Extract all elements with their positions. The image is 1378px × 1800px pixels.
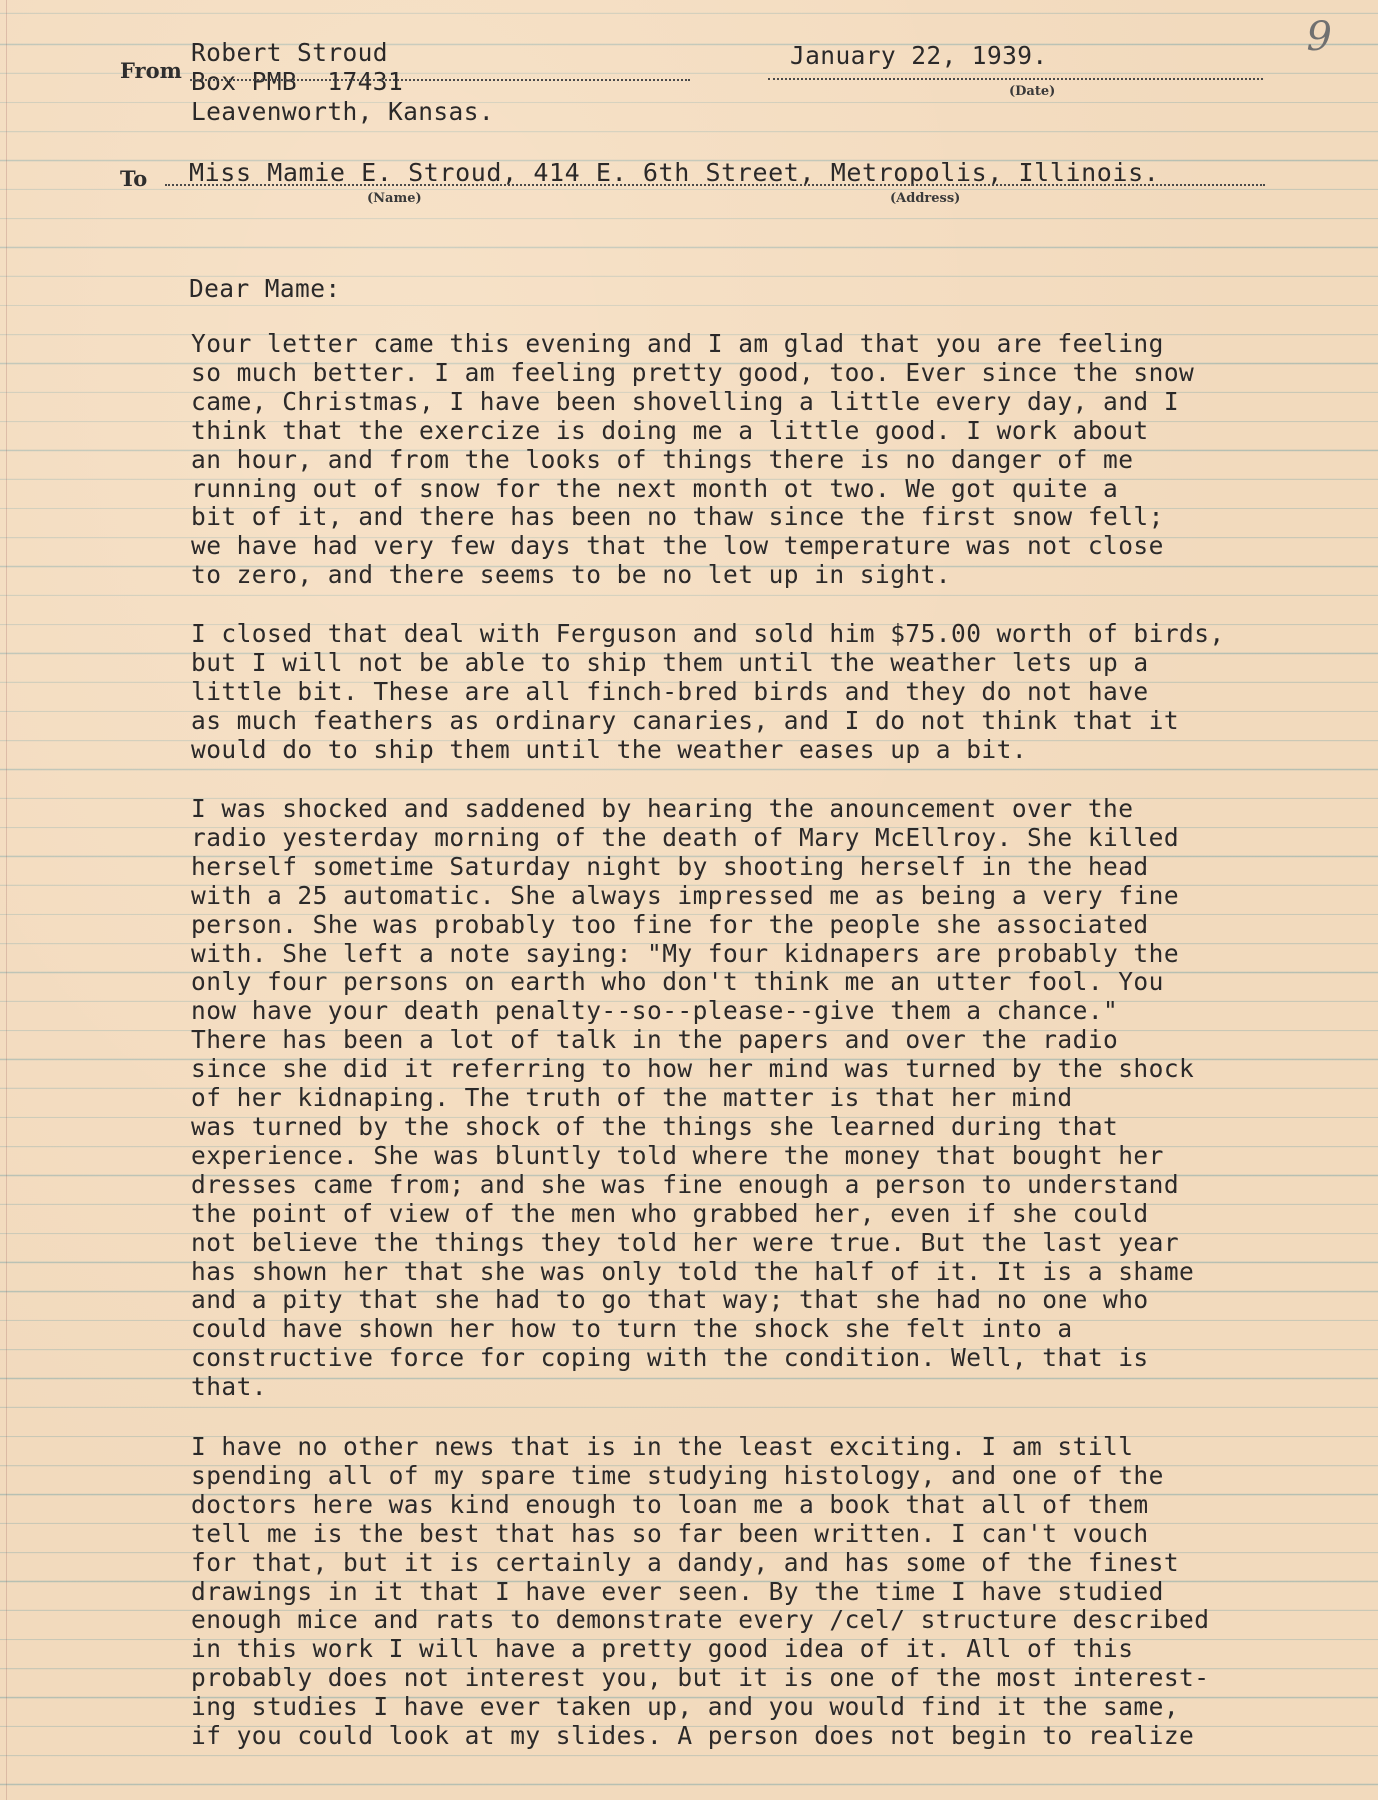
- paragraph-weather: [191, 330, 1194, 590]
- text-line: doctors here was kind enough to loan me a book that all of them: [191, 1489, 1149, 1519]
- text-line: for that, but it is certainly a dandy, and has some of the finest: [191, 1547, 1180, 1577]
- text-line: Your letter came this evening and I am glad that you are feeling: [191, 329, 1164, 358]
- text-line: in this work I will have a pretty good idea of it. All of this: [191, 1634, 1134, 1664]
- name-caption: (Name): [367, 191, 422, 206]
- text-line: the point of view of the men who grabbed her, even if she could: [191, 1198, 1149, 1228]
- sender-box: Box PMB 17431: [191, 67, 404, 96]
- text-line: has shown her that she was only told the half of it. It is a shame: [191, 1256, 1195, 1286]
- text-line: an hour, and from the looks of things there is no danger of me: [191, 444, 1134, 474]
- text-line: spending all of my spare time studying histology, and one of the: [191, 1460, 1164, 1490]
- to-dotted-line: [165, 184, 1265, 186]
- text-line: if you could look at my slides. A person does not begin to realize: [191, 1721, 1195, 1751]
- text-line: not believe the things they told her were true. But the last year: [191, 1227, 1180, 1257]
- text-line: came, Christmas, I have been shovelling a little every day, and I: [191, 386, 1180, 416]
- letter-date: January 22, 1939.: [790, 41, 1048, 70]
- text-line: running out of snow for the next month ot two. We got quite a: [191, 473, 1119, 503]
- date-caption: (Date): [1009, 84, 1056, 99]
- text-line: was turned by the shock of the things she learned during that: [191, 1111, 1119, 1141]
- text-line: so much better. I am feeling pretty good, too. Ever since the snow: [191, 357, 1195, 387]
- text-line: with. She left a note saying: "My four kidnapers are probably the: [191, 938, 1180, 968]
- paragraph-histology: [191, 1433, 1209, 1751]
- text-line: that.: [191, 1372, 268, 1402]
- page-number: 9: [1306, 14, 1332, 60]
- address-caption: (Address): [890, 191, 961, 206]
- text-line: of her kidnaping. The truth of the matter is that her mind: [191, 1083, 1073, 1113]
- text-line: since she did it referring to how her mind was turned by the shock: [191, 1054, 1195, 1084]
- paragraph-mcelroy: [191, 795, 1194, 1402]
- text-line: but I will not be able to ship them until the weather lets up a: [191, 647, 1149, 677]
- text-line: herself sometime Saturday night by shooting herself in the head: [191, 851, 1149, 881]
- from-dotted-line: [190, 79, 690, 81]
- text-line: constructive force for coping with the condition. Well, that is: [191, 1343, 1149, 1373]
- sender-name: Robert Stroud: [191, 38, 388, 67]
- from-label: From: [120, 58, 182, 83]
- text-line: I closed that deal with Ferguson and sold him $75.00 worth of birds,: [191, 619, 1225, 648]
- text-line: bit of it, and there has been no thaw since the first snow fell;: [191, 502, 1164, 532]
- text-line: could have shown her how to turn the shock she felt into a: [191, 1314, 1073, 1344]
- text-line: we have had very few days that the low temperature was not close: [191, 531, 1164, 561]
- salutation: Dear Mame:: [189, 274, 341, 303]
- text-line: and a pity that she had to go that way; that she had no one who: [191, 1285, 1149, 1315]
- text-line: to zero, and there seems to be no let up in sight.: [191, 560, 952, 590]
- text-line: drawings in it that I have ever seen. By the time I have studied: [191, 1576, 1164, 1606]
- text-line: probably does not interest you, but it is one of the most interest-: [191, 1663, 1210, 1693]
- text-line: as much feathers as ordinary canaries, and I do not think that it: [191, 705, 1180, 735]
- text-line: think that the exercize is doing me a little good. I work about: [191, 415, 1149, 445]
- date-dotted-line: [768, 78, 1263, 80]
- text-line: I was shocked and saddened by hearing the anouncement over the: [191, 794, 1134, 823]
- text-line: I have no other news that is in the least exciting. I am still: [191, 1432, 1134, 1461]
- text-line: There has been a lot of talk in the papers and over the radio: [191, 1025, 1119, 1055]
- paragraph-birds: [191, 620, 1225, 765]
- recipient-address: Miss Mamie E. Stroud, 414 E. 6th Street, Metropolis, Illinois.: [189, 158, 1160, 187]
- text-line: now have your death penalty--so--please--give them a chance.": [191, 996, 1119, 1026]
- text-line: person. She was probably too fine for the people she associated: [191, 909, 1149, 939]
- text-line: would do to ship them until the weather eases up a bit.: [191, 734, 1028, 764]
- text-line: with a 25 automatic. She always impressed me as being a very fine: [191, 880, 1180, 910]
- text-line: radio yesterday morning of the death of Mary McEllroy. She killed: [191, 822, 1180, 852]
- text-line: experience. She was bluntly told where the money that bought her: [191, 1140, 1164, 1170]
- text-line: enough mice and rats to demonstrate every /cel/ structure described: [191, 1605, 1210, 1635]
- sender-city: Leavenworth, Kansas.: [191, 97, 495, 126]
- text-line: dresses came from; and she was fine enough a person to understand: [191, 1169, 1180, 1199]
- to-label: To: [120, 166, 148, 191]
- margin-line: [6, 0, 7, 1800]
- text-line: only four persons on earth who don't think me an utter fool. You: [191, 967, 1164, 997]
- text-line: ing studies I have ever taken up, and you would find it the same,: [191, 1692, 1180, 1722]
- text-line: little bit. These are all finch-bred birds and they do not have: [191, 676, 1149, 706]
- text-line: tell me is the best that has so far been written. I can't vouch: [191, 1518, 1149, 1548]
